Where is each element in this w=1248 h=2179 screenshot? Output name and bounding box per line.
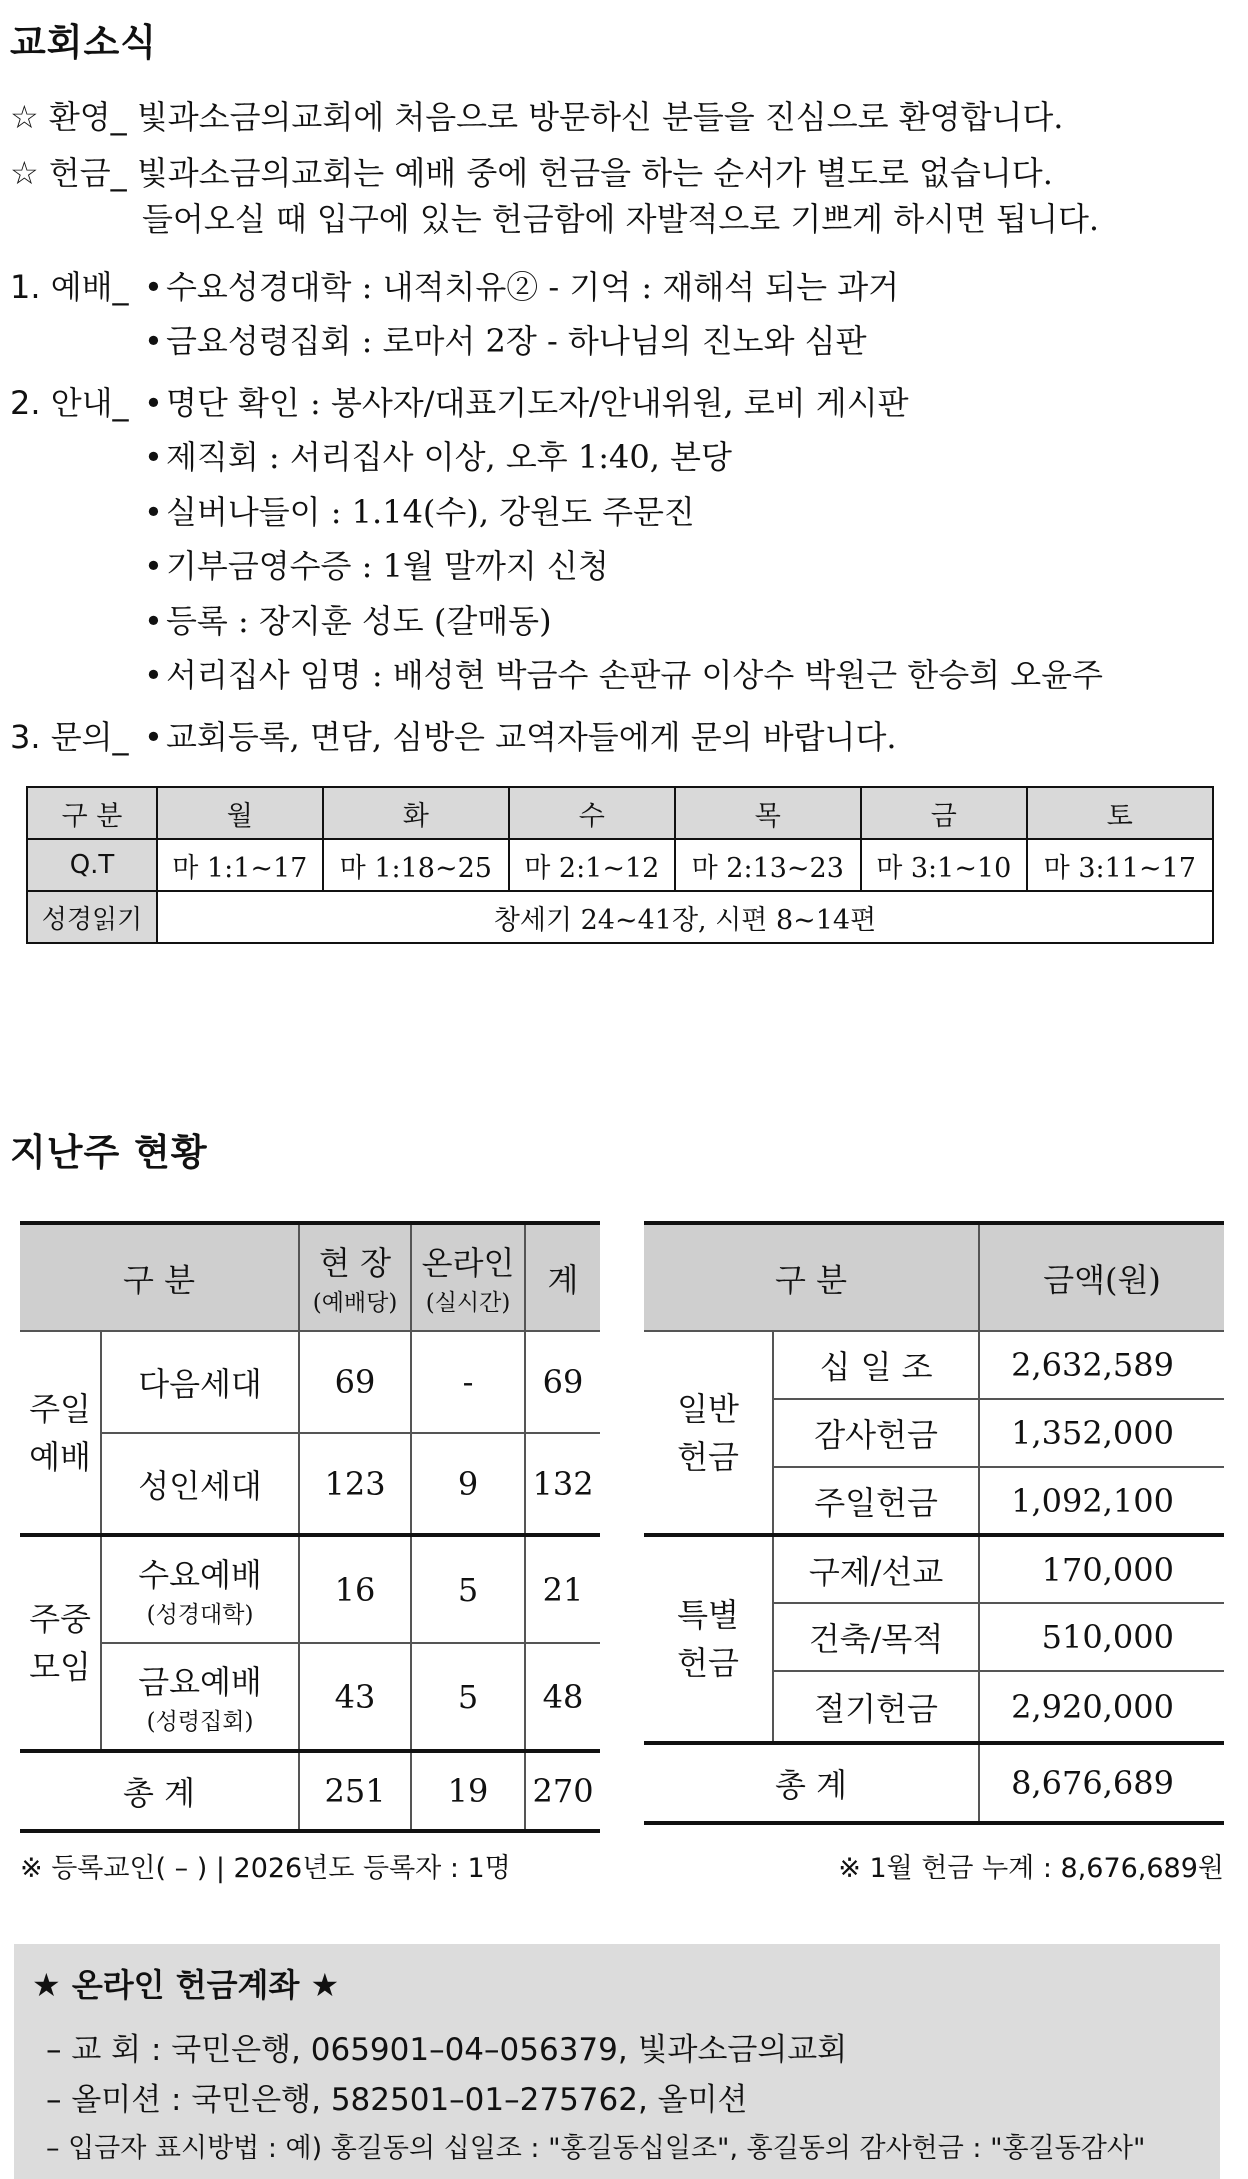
row-site: 16 <box>299 1535 411 1643</box>
row-site: 43 <box>299 1643 411 1751</box>
qt-fri: 마 3:1~10 <box>861 839 1027 891</box>
offering-label: ☆ 헌금_ <box>10 154 127 192</box>
attendance-row-fri <box>20 1643 600 1751</box>
row-online: 9 <box>411 1433 525 1535</box>
row-name: 절기헌금 <box>773 1671 979 1743</box>
sum-amount: 8,676,689 <box>979 1743 1224 1823</box>
bible-range: 창세기 24~41장, 시편 8~14편 <box>157 891 1213 943</box>
offering-header-row <box>644 1223 1224 1331</box>
reading-header-thu: 목 <box>675 787 861 839</box>
row-name: 구제/선교 <box>773 1535 979 1603</box>
attendance-sum-row <box>20 1751 600 1831</box>
account-line-method: – 입금자 표시방법 : 예) 홍길동의 십일조 : "홍길동십일조", 홍길동의 감사헌금 : "홍길동감사" <box>46 2133 1146 2164</box>
attendance-row-adult <box>20 1433 600 1535</box>
qt-mon: 마 1:1~17 <box>157 839 323 891</box>
inquiry-item-1: •교회등록, 면담, 심방은 교역자들에게 문의 바랍니다. <box>144 718 897 756</box>
row-name: 성인세대 <box>101 1433 299 1535</box>
offering-sum-row <box>644 1743 1224 1823</box>
attendance-table <box>20 1221 600 1833</box>
midweek-group-label: 주중 모임 <box>20 1535 101 1751</box>
qt-thu: 마 2:13~23 <box>675 839 861 891</box>
guide-item-6: •서리집사 임명 : 배성현 박금수 손판규 이상수 박원근 한승희 오윤주 <box>144 656 1103 694</box>
row-total: 48 <box>525 1643 600 1751</box>
account-line-church: – 교 회 : 국민은행, 065901–04–056379, 빛과소금의교회 <box>46 2032 848 2068</box>
reading-header-sat: 토 <box>1027 787 1213 839</box>
row-name: 건축/목적 <box>773 1603 979 1671</box>
qt-sat: 마 3:11~17 <box>1027 839 1213 891</box>
row-online: 5 <box>411 1643 525 1751</box>
reading-header-mon: 월 <box>157 787 323 839</box>
offering-header-amount: 금액(원) <box>979 1223 1224 1331</box>
guide-item-4: •기부금영수증 : 1월 말까지 신청 <box>144 547 609 585</box>
inquiry-label: 3. 문의_ <box>10 718 129 756</box>
qt-wed: 마 2:1~12 <box>509 839 675 891</box>
offering-header-gubun: 구 분 <box>644 1223 979 1331</box>
row-amount: 2,920,000 <box>979 1671 1224 1743</box>
offering-text-2: 들어오실 때 입구에 있는 헌금함에 자발적으로 기쁘게 하시면 됩니다. <box>142 200 1100 238</box>
row-name: 수요예배 (성경대학) <box>101 1535 299 1643</box>
row-name: 감사헌금 <box>773 1399 979 1467</box>
worship-item-1: •수요성경대학 : 내적치유② - 기억 : 재해석 되는 과거 <box>144 268 900 306</box>
offering-table <box>644 1221 1224 1825</box>
row-site: 69 <box>299 1331 411 1433</box>
row-total: 132 <box>525 1433 600 1535</box>
attendance-header-site: 현 장 (예배당) <box>299 1223 411 1331</box>
attendance-row-wed <box>20 1535 600 1643</box>
reading-bible-row <box>27 891 1213 943</box>
row-total: 69 <box>525 1331 600 1433</box>
row-name: 주일헌금 <box>773 1467 979 1535</box>
stats-title: 지난주 현황 <box>10 1131 208 1174</box>
guide-item-3: •실버나들이 : 1.14(수), 강원도 주문진 <box>144 493 695 531</box>
row-online: 5 <box>411 1535 525 1643</box>
sunday-group-label: 주일 예배 <box>20 1331 101 1535</box>
reading-table <box>26 786 1214 944</box>
special-group-label: 특별 헌금 <box>644 1535 773 1743</box>
sum-total: 270 <box>525 1751 600 1831</box>
attendance-header-total: 계 <box>525 1223 600 1331</box>
row-online: - <box>411 1331 525 1433</box>
reading-header-gubun: 구 분 <box>27 787 157 839</box>
offering-row <box>644 1331 1224 1399</box>
online-account-box <box>14 1944 1220 2179</box>
guide-item-2: •제직회 : 서리집사 이상, 오후 1:40, 본당 <box>144 438 732 476</box>
row-amount: 1,092,100 <box>979 1467 1224 1535</box>
row-total: 21 <box>525 1535 600 1643</box>
row-name: 다음세대 <box>101 1331 299 1433</box>
account-line-allmission: – 올미션 : 국민은행, 582501–01–275762, 올미션 <box>46 2082 748 2118</box>
row-amount: 2,632,589 <box>979 1331 1224 1399</box>
offering-text-1: 빛과소금의교회는 예배 중에 헌금을 하는 순서가 별도로 없습니다. <box>136 154 1053 192</box>
row-amount: 1,352,000 <box>979 1399 1224 1467</box>
row-site: 123 <box>299 1433 411 1535</box>
reading-header-fri: 금 <box>861 787 1027 839</box>
sum-label: 총 계 <box>644 1743 979 1823</box>
bible-label: 성경읽기 <box>27 891 157 943</box>
guide-item-5: •등록 : 장지훈 성도 (갈매동) <box>144 602 552 640</box>
qt-label: Q.T <box>27 839 157 891</box>
sum-site: 251 <box>299 1751 411 1831</box>
attendance-row-next-gen <box>20 1331 600 1433</box>
news-title: 교회소식 <box>10 21 157 64</box>
reading-header-wed: 수 <box>509 787 675 839</box>
welcome-label: ☆ 환영_ <box>10 98 127 136</box>
sum-online: 19 <box>411 1751 525 1831</box>
row-amount: 510,000 <box>979 1603 1224 1671</box>
row-name: 금요예배 (성령집회) <box>101 1643 299 1751</box>
attendance-header-online: 온라인 (실시간) <box>411 1223 525 1331</box>
row-amount: 170,000 <box>979 1535 1224 1603</box>
guide-label: 2. 안내_ <box>10 384 129 422</box>
account-title: ★ 온라인 헌금계좌 ★ <box>32 1966 340 2004</box>
sum-label: 총 계 <box>20 1751 299 1831</box>
attendance-header-row <box>20 1223 600 1331</box>
reading-header-row <box>27 787 1213 839</box>
reading-header-tue: 화 <box>323 787 509 839</box>
registration-note: ※ 등록교인( – ) | 2026년도 등록자 : 1명 <box>20 1853 511 1884</box>
welcome-line <box>10 92 1063 138</box>
general-group-label: 일반 헌금 <box>644 1331 773 1535</box>
worship-item-2: •금요성령집회 : 로마서 2장 - 하나님의 진노와 심판 <box>144 322 867 360</box>
offering-line <box>10 148 1053 194</box>
guide-item-1: •명단 확인 : 봉사자/대표기도자/안내위원, 로비 게시판 <box>144 384 909 422</box>
row-name: 십 일 조 <box>773 1331 979 1399</box>
offering-row <box>644 1535 1224 1603</box>
offering-total-note: ※ 1월 헌금 누계 : 8,676,689원 <box>838 1853 1224 1884</box>
worship-label: 1. 예배_ <box>10 268 129 306</box>
attendance-header-gubun: 구 분 <box>20 1223 299 1331</box>
qt-tue: 마 1:18~25 <box>323 839 509 891</box>
reading-qt-row <box>27 839 1213 891</box>
welcome-text: 빛과소금의교회에 처음으로 방문하신 분들을 진심으로 환영합니다. <box>136 98 1064 136</box>
